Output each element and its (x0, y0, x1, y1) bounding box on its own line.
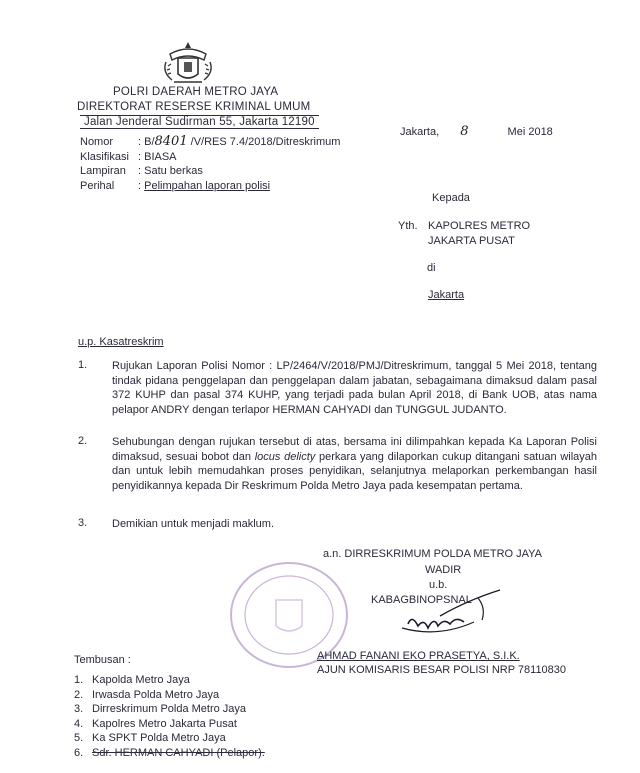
cc-item-number: 1. (74, 674, 84, 686)
handwritten-signature (378, 588, 518, 644)
cc-item-number: 5. (74, 732, 84, 745)
date-day: 8 (460, 124, 469, 139)
police-emblem (158, 40, 218, 86)
cc-item-number: 4. (74, 717, 84, 730)
org-address: Jalan Jenderal Sudirman 55, Jakarta 12190 (80, 115, 319, 129)
signature-wadir: WADIR (425, 564, 462, 576)
meta-row-nomor (80, 135, 340, 150)
paragraph-1 (112, 359, 597, 417)
signature-ub: u.b. (429, 579, 448, 591)
date-city: Jakarta, (400, 126, 440, 138)
paragraph-2 (112, 435, 597, 493)
recipient-di: di (427, 262, 436, 274)
meta-row-perihal (80, 179, 340, 194)
paragraph-text: Demikian untuk menjadi maklum. (112, 518, 275, 530)
cc-item (74, 702, 265, 717)
cc-item-text: Kapolres Metro Jakarta Pusat (92, 717, 237, 730)
signature-an: a.n. DIRRESKRIMUM POLDA METRO JAYA (323, 548, 543, 560)
cc-item (74, 717, 265, 732)
paragraph-number: 2. (78, 435, 88, 447)
org-line-1: POLRI DAERAH METRO JAYA (113, 86, 279, 98)
paragraph-text-cont: perkara yang dilaporkan cukup ditangani satuan wilayah dan untuk lebih memudahkan proses penyidikan, selanjutnya melaporkan perkembangan hasil penyidikannya kepada Dir Reskrimum Polda Metro Jaya pada kesempatan pertama. (112, 450, 598, 492)
org-line-2: DIREKTORAT RESERSE KRIMINAL UMUM (77, 101, 311, 113)
meta-value-prefix: : B/ (138, 136, 155, 148)
meta-label: Klasifikasi (80, 150, 129, 163)
meta-value: : BIASA (138, 150, 177, 163)
cc-item-text: Dirreskrimum Polda Metro Jaya (92, 703, 247, 716)
meta-row-klasifikasi (80, 150, 340, 165)
cc-item-text: Irwasda Polda Metro Jaya (92, 688, 220, 701)
recipient-kepada: Kepada (432, 192, 470, 204)
cc-item-struck (74, 746, 265, 761)
recipient-yth: Yth. (398, 220, 418, 232)
cc-title: Tembusan : (74, 654, 131, 666)
cc-item-number: 6. (74, 746, 84, 759)
recipient-name-2: JAKARTA PUSAT (428, 235, 515, 247)
cc-list (74, 673, 265, 761)
cc-item-text: Sdr. HERMAN CAHYADI (Pelapor). (92, 746, 265, 759)
meta-value-subject: Pelimpahan laporan polisi (144, 179, 271, 192)
meta-value-handwritten: 8401 (154, 134, 188, 149)
meta-label: Nomor (80, 136, 114, 148)
cc-item-text: Ka SPKT Polda Metro Jaya (92, 732, 226, 745)
paragraph-number: 3. (78, 517, 88, 529)
cc-item (74, 673, 265, 688)
paragraph-number: 1. (78, 359, 88, 371)
attention-line: u.p. Kasatreskrim (78, 336, 164, 348)
cc-item (74, 731, 265, 746)
meta-row-lampiran (80, 164, 340, 179)
cc-item-text: Kapolda Metro Jaya (92, 674, 190, 686)
meta-label: Perihal (80, 179, 115, 192)
meta-value: : Satu berkas (138, 165, 203, 178)
paragraph-3 (112, 517, 597, 532)
signatory-name: AHMAD FANANI EKO PRASETYA, S.I.K. (317, 650, 520, 662)
cc-item-number: 2. (74, 688, 84, 701)
date-month-year: Mei 2018 (507, 126, 553, 138)
letter-date (400, 124, 553, 139)
recipient-place: Jakarta (428, 289, 465, 301)
signatory-rank: AJUN KOMISARIS BESAR POLISI NRP 78110830 (317, 664, 567, 676)
paragraph-text: Rujukan Laporan Polisi Nomor : LP/2464/V/2018/PMJ/Ditreskrimum, tanggal 5 Mei 2018, tentang tindak pidana penggelapan dan penggelapan dalam jabatan, sebagaimana dimaksud dalam pasal 372 KUHP dan pasal 374 KUHP, yang terjadi pada bulan April 2018, di Bank UOB, atas nama pelapor ANDRY dengan terlapor HERMAN CAHYADI dan TUNGGUL JUDANTO. (112, 360, 597, 416)
signature-position: KABAGBINOPSNAL (371, 594, 472, 606)
paragraph-italic: locus delicty (254, 450, 316, 463)
cc-item (74, 688, 265, 703)
meta-value-suffix: /V/RES 7.4/2018/Ditreskrimum (187, 136, 341, 148)
meta-label: Lampiran (80, 165, 126, 178)
meta-block (80, 135, 340, 193)
meta-value-prefix: : (138, 179, 145, 192)
recipient-name-1: KAPOLRES METRO (428, 220, 531, 232)
paragraph-text: Sehubungan dengan rujukan tersebut di atas, bersama ini dilimpahkan kepada Ka Laporan Polisi dimaksud, sesuai bobot dan (112, 436, 597, 463)
cc-item-number: 3. (74, 703, 84, 716)
